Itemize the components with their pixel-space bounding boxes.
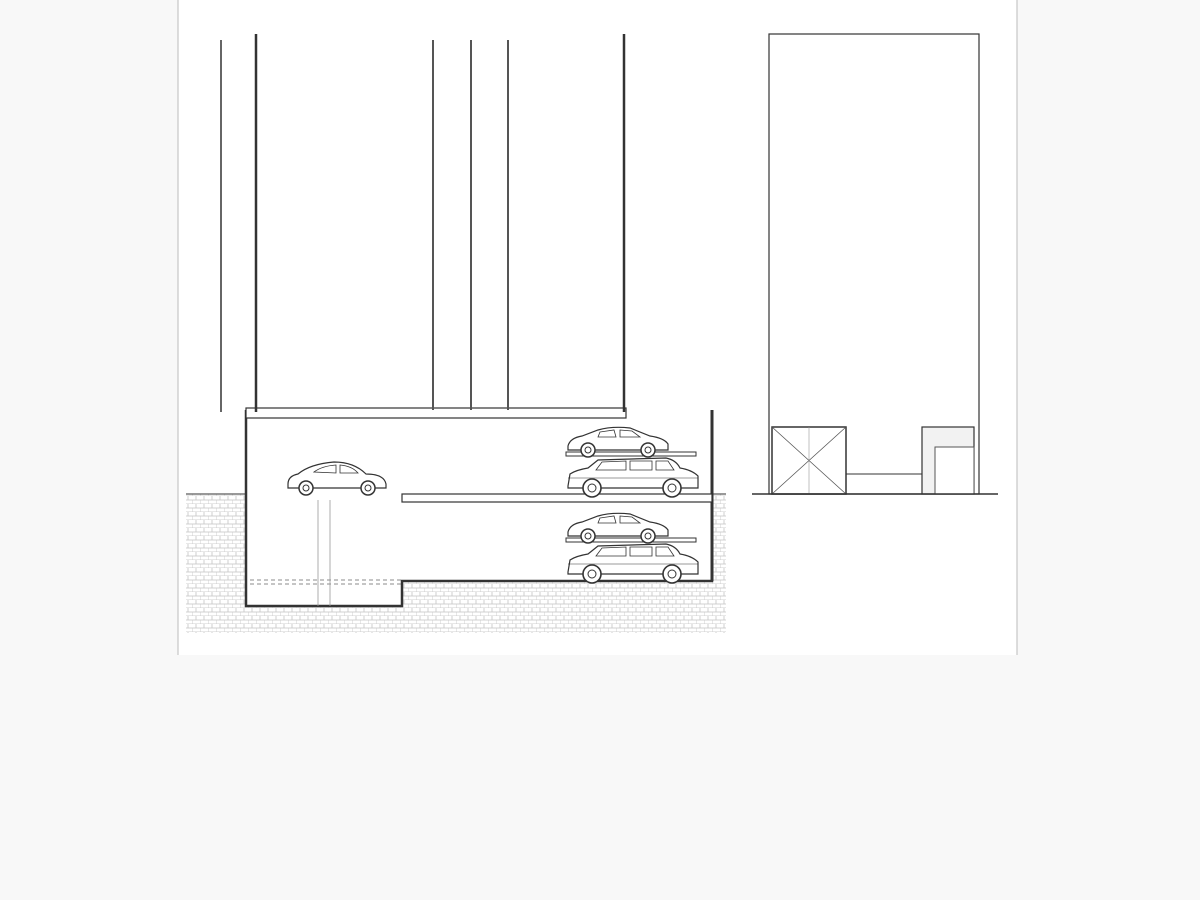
front-elevation bbox=[752, 34, 998, 494]
